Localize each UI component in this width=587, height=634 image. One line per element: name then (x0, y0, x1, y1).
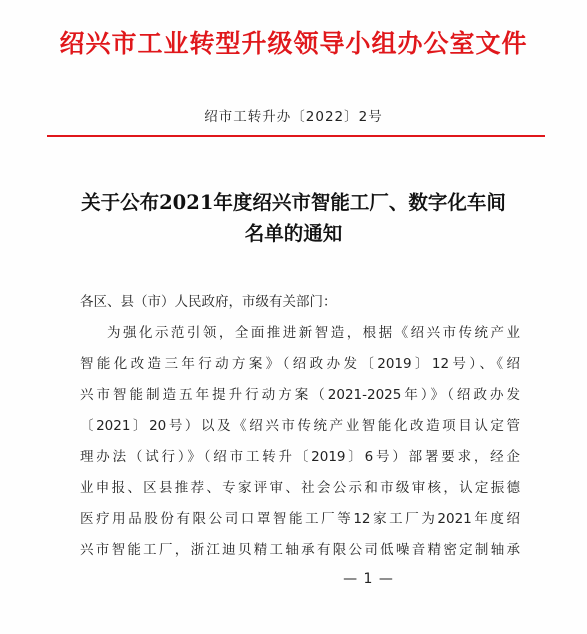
notice-title-line-2: 名单的通知 (244, 222, 343, 245)
page-number (0, 571, 587, 587)
body-line: 理办法（试行）》（绍市工转升〔2019〕6号）部署要求，经企 (80, 449, 520, 465)
body-line: 医疗用品股份有限公司口罩智能工厂等12家工厂为2021年度绍 (80, 511, 520, 527)
document-header-title: 绍兴市工业转型升级领导小组办公室文件 (59, 29, 528, 58)
body-line: 兴市智能制造五年提升行动方案（2021-2025年）》（绍政办发 (80, 387, 520, 403)
body-line: 业申报、区县推荐、专家评审、社会公示和市级审核，认定振德 (80, 480, 520, 496)
body-line: 智能化改造三年行动方案》（绍政办发〔2019〕12号）、《绍 (80, 356, 520, 372)
document-number: 绍市工转升办〔2022〕2号 (204, 109, 383, 125)
document-body (80, 287, 520, 566)
page-number-text: — 1 — (343, 571, 394, 587)
body-line: 兴市智能工厂，浙江迪贝精工轴承有限公司低噪音精密定制轴承 (80, 542, 520, 558)
body-line: 为强化示范引领，全面推进新智造，根据《绍兴市传统产业 (107, 325, 520, 341)
header-red-rule (47, 135, 545, 137)
salutation: 各区、县（市）人民政府，市级有关部门： (80, 294, 337, 310)
notice-title-line-1: 关于公布2021年度绍兴市智能工厂、数字化车间 (81, 191, 506, 214)
body-line: 〔2021〕20号）以及《绍兴市传统产业智能化改造项目认定管 (80, 418, 520, 434)
notice-title (0, 187, 587, 249)
